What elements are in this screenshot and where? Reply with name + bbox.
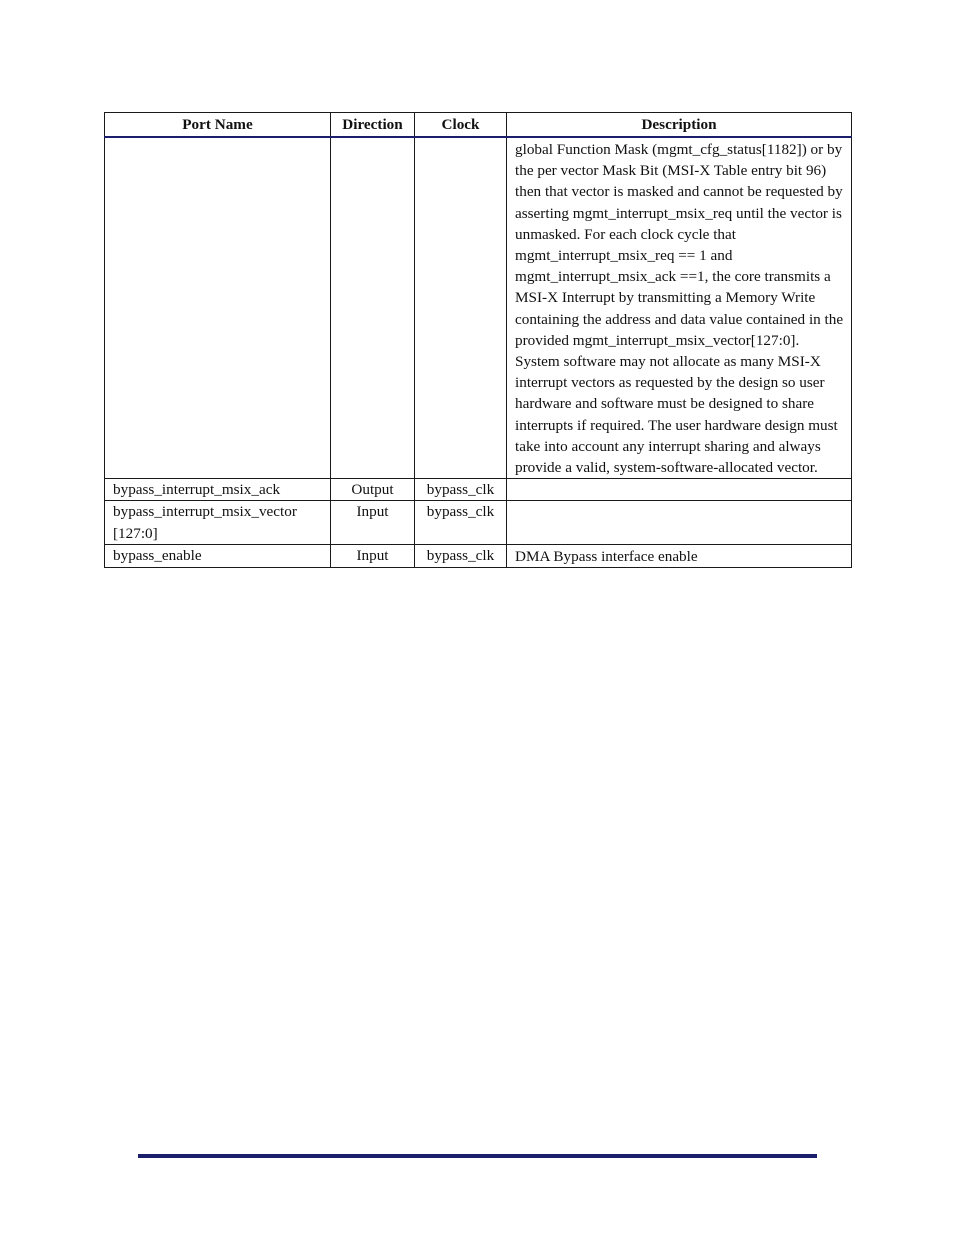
- cell-direction: Output: [331, 479, 415, 501]
- cell-description: DMA Bypass interface enable: [507, 544, 852, 567]
- cell-description: [507, 479, 852, 501]
- table-body: [105, 137, 852, 568]
- cell-clock: bypass_clk: [415, 479, 507, 501]
- header-row: [105, 113, 852, 138]
- cell-port-name: bypass_enable: [105, 544, 331, 567]
- header-direction: Direction: [331, 113, 415, 138]
- cell-port-name: bypass_interrupt_msix_ack: [105, 479, 331, 501]
- cell-direction: [331, 137, 415, 479]
- cell-port-name: bypass_interrupt_msix_vector [127:0]: [105, 501, 331, 544]
- footer-rule: [138, 1154, 817, 1158]
- table-row: [105, 137, 852, 479]
- header-port-name: Port Name: [105, 113, 331, 138]
- table-row: [105, 544, 852, 567]
- port-table: [104, 112, 852, 568]
- cell-clock: [415, 137, 507, 479]
- cell-port-name: [105, 137, 331, 479]
- cell-clock: bypass_clk: [415, 544, 507, 567]
- cell-description: [507, 501, 852, 544]
- table-row: [105, 479, 852, 501]
- cell-direction: Input: [331, 544, 415, 567]
- cell-direction: Input: [331, 501, 415, 544]
- table-header: [105, 113, 852, 138]
- cell-clock: bypass_clk: [415, 501, 507, 544]
- table-row: [105, 501, 852, 544]
- header-description: Description: [507, 113, 852, 138]
- cell-description: global Function Mask (mgmt_cfg_status[1182]) or by the per vector Mask Bit (MSI-X Table entry bit 96) then that vector is masked and cannot be requested by asserting mgmt_interrupt_msix_req until the vector is unmasked. For each clock cycle that mgmt_interrupt_msix_req == 1 and mgmt_interrupt_msix_ack ==1, the core transmits a MSI-X Interrupt by transmitting a Memory Write containing the address and data value contained in the provided mgmt_interrupt_msix_vector[127:0]. System software may not allocate as many MSI-X interrupt vectors as requested by the design so user hardware and software must be designed to share interrupts if required. The user hardware design must take into account any interrupt sharing and always provide a valid, system-software-allocated vector.: [507, 137, 852, 479]
- header-clock: Clock: [415, 113, 507, 138]
